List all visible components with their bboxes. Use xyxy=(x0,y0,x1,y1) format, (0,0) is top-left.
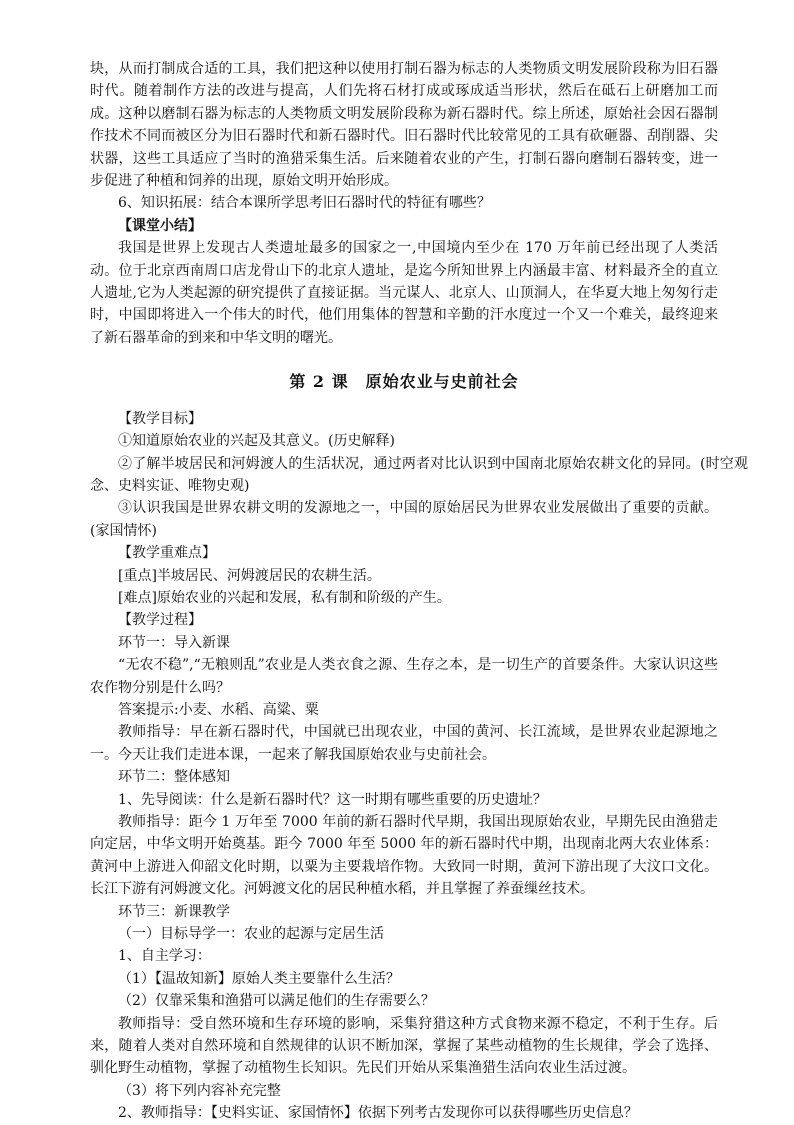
objective-item: ②了解半坡居民和河姆渡人的生活状况，通过两者对比认识到中国南北原始农耕文化的异同。(时空观念、史料实证、唯物史观) xyxy=(90,455,748,494)
step-heading: 环节二：整体感知 xyxy=(118,769,230,786)
keypoint-item: [重点]半坡居民、河姆渡居民的农耕生活。 xyxy=(118,567,381,584)
teacher-guide: 教师指导：受自然环境和生存环境的影响，采集狩猎这种方式食物来源不稳定，不利于生存。后来，随着人类对自然环境和自然规律的认识不断加深，掌握了某些动植物的生长规律，学会了选择、驯化野生动植物，掌握了动植物生长知识。先民们开始从采集渔猎生活向农业生活过渡。 xyxy=(90,1015,718,1077)
paragraph-summary: 我国是世界上发现古人类遗址最多的国家之一,中国境内至少在 170 万年前已经出现了人类活动。位于北京西南周口店龙骨山下的北京人遗址，是迄今所知世界上内涵最丰富、材料最齐全的直立人遗址,它为人类起源的研究提供了直接证据。当元谋人、北京人、山顶洞人，在华夏大地上匆匆行走时，中国即将进入一个伟大的时代，他们用集体的智慧和辛勤的汗水度过一个又一个难关，最终迎来了新石器革命的到来和中华文明的曙光。 xyxy=(90,240,718,346)
section-heading-objectives: 【教学目标】 xyxy=(118,410,202,427)
knowledge-extension: 6、知识拓展：结合本课所学思考旧石器时代的特征有哪些？ xyxy=(118,195,491,212)
section-heading-process: 【教学过程】 xyxy=(118,612,202,629)
section-heading-summary: 【课堂小结】 xyxy=(118,217,202,234)
question-item: （2）仅靠采集和渔猎可以满足他们的生存需要么？ xyxy=(118,993,435,1010)
question-item: 1、先导阅读：什么是新石器时代？这一时期有哪些重要的历史遗址？ xyxy=(118,791,547,808)
step-heading: 环节三：新课教学 xyxy=(118,903,230,920)
objective-item: ③认识我国是世界农耕文明的发源地之一，中国的原始居民为世界农业发展做出了重要的贡献。(家国情怀) xyxy=(90,500,718,539)
step-heading: 环节一：导入新课 xyxy=(118,634,230,651)
keypoint-item: [难点]原始农业的兴起和发展，私有制和阶级的产生。 xyxy=(118,589,451,606)
question-item: （3）将下列内容补充完整 xyxy=(118,1082,281,1099)
self-study-heading: 1、自主学习： xyxy=(118,948,211,965)
goal-heading: （一）目标导学一：农业的起源与定居生活 xyxy=(118,926,384,943)
paragraph-stone-age: 块，从而打制成合适的工具，我们把这种以使用打制石器为标志的人类物质文明发展阶段称为旧石器时代。随着制作方法的改进与提高，人们先将石材打成或琢成适当形状，然后在砥石上研磨加工而成。这种以磨制石器为标志的人类物质文明发展阶段称为新石器时代。综上所述，原始社会因石器制作技术不同而被区分为旧石器时代和新石器时代。旧石器时代比较常见的工具有砍砸器、刮削器、尖状器，这些工具适应了当时的渔猎采集生活。后来随着农业的产生，打制石器向磨制石器转变，进一步促进了种植和饲养的出现，原始文明开始形成。 xyxy=(90,61,718,190)
objective-item: ①知道原始农业的兴起及其意义。(历史解释) xyxy=(118,433,395,450)
lesson-title: 第 2 课 原始农业与史前社会 xyxy=(289,372,519,392)
question-item: 2、教师指导：【史料实证、家国情怀】依据下列考古发现你可以获得哪些历史信息？ xyxy=(118,1105,638,1122)
teacher-guide: 教师指导：早在新石器时代，中国就已出现农业，中国的黄河、长江流域，是世界农业起源地之一。今天让我们走进本课，一起来了解我国原始农业与史前社会。 xyxy=(90,724,718,763)
answer-hint: 答案提示:小麦、水稻、高粱、粟 xyxy=(118,701,319,718)
teacher-guide: 教师指导：距今 1 万年至 7000 年前的新石器时代早期，我国出现原始农业，早期先民由渔猎走向定居，中华文明开始奠基。距今 7000 年至 5000 年的新石器时代中期，出现南北两大农业体系：黄河中上游进入仰韶文化时期，以粟为主要栽培作物。大致同一时期，黄河下游出现了大汶口文化。长江下游有河姆渡文化。河姆渡文化的居民种植水稻，并且掌握了养蚕缫丝技术。 xyxy=(90,814,718,898)
document-page xyxy=(90,58,748,1125)
section-heading-keypoints: 【教学重难点】 xyxy=(118,545,216,562)
paragraph-intro: “无农不稳”,“无粮则乱”农业是人类衣食之源、生存之本，是一切生产的首要条件。大家认识这些农作物分别是什么吗？ xyxy=(90,657,718,696)
question-item: （1）【温故知新】原始人类主要靠什么生活？ xyxy=(118,970,400,987)
